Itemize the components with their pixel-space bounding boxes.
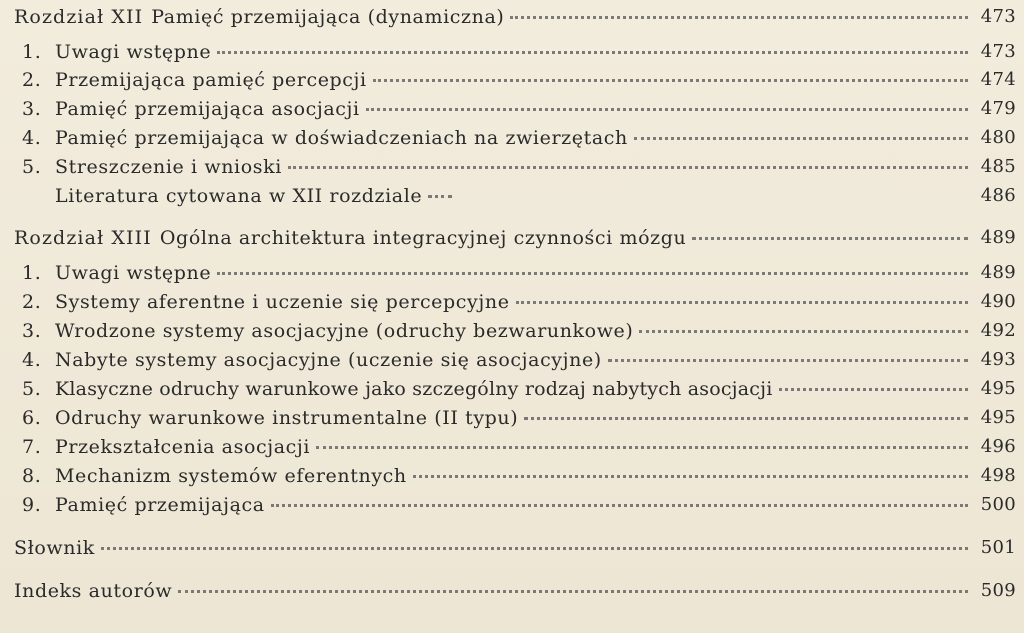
page-number: 496	[980, 436, 1016, 457]
dot-leader	[178, 590, 968, 593]
entry-number: 1.	[22, 262, 42, 284]
toc-entry[interactable]	[0, 262, 1024, 292]
entry-title: Klasyczne odruchy warunkowe jako szczególny rodzaj nabytych asocjacji	[55, 378, 773, 400]
toc-entry[interactable]	[0, 291, 1024, 321]
page-number: 493	[980, 349, 1016, 370]
entry-line	[22, 407, 978, 429]
toc-entry[interactable]	[0, 41, 1024, 71]
toc-entry-author-index[interactable]	[0, 580, 1024, 610]
entry-line	[22, 262, 978, 284]
entry-title: Nabyte systemy asocjacyjne (uczenie się asocjacyjne)	[55, 349, 602, 371]
chapter-label: Rozdział XIII	[14, 227, 152, 249]
entry-number: 2.	[22, 291, 42, 313]
entry-title: Streszczenie i wnioski	[55, 156, 282, 178]
entry-number: 5.	[22, 378, 42, 400]
entry-number: 4.	[22, 349, 42, 371]
dot-leader	[510, 16, 968, 19]
dot-leader	[639, 330, 968, 333]
entry-line	[22, 378, 978, 400]
toc-entry[interactable]	[0, 156, 1024, 186]
entry-title: Literatura cytowana w XII rozdziale	[55, 185, 423, 207]
entry-line	[22, 349, 978, 371]
chapter-heading-line	[14, 227, 978, 249]
page-number: 479	[980, 98, 1016, 119]
page-number: 474	[980, 69, 1016, 90]
entry-line	[22, 465, 978, 487]
entry-line	[22, 98, 978, 120]
chapter-title: Pamięć przemijająca (dynamiczna)	[151, 6, 505, 28]
dot-leader	[217, 51, 968, 54]
page-number: 489	[980, 262, 1016, 283]
page-number: 500	[980, 494, 1016, 515]
entry-line	[22, 41, 978, 63]
toc-entry-glossary[interactable]	[0, 537, 1024, 567]
entry-line	[22, 436, 978, 458]
toc-entry[interactable]	[0, 320, 1024, 350]
dot-leader	[373, 79, 968, 82]
dot-leader	[271, 504, 968, 507]
toc-entry[interactable]	[0, 185, 1024, 215]
page-number: 509	[980, 580, 1016, 601]
entry-title: Odruchy warunkowe instrumentalne (II typu)	[55, 407, 519, 429]
toc-entry[interactable]	[0, 407, 1024, 437]
dot-leader	[316, 446, 968, 449]
entry-line	[22, 320, 978, 342]
entry-title: Słownik	[14, 537, 95, 559]
dot-leader	[288, 166, 968, 169]
entry-title: Systemy aferentne i uczenie się percepcyjne	[55, 291, 510, 313]
page-number: 490	[980, 291, 1016, 312]
entry-line	[22, 185, 978, 207]
page-number: 486	[980, 185, 1016, 206]
toc-entry[interactable]	[0, 349, 1024, 379]
toc-entry[interactable]	[0, 98, 1024, 128]
dot-leader	[413, 475, 968, 478]
dot-leader	[692, 237, 968, 240]
toc-entry[interactable]	[0, 436, 1024, 466]
dot-leader	[524, 417, 968, 420]
dot-leader	[366, 108, 968, 111]
page-number: 501	[980, 537, 1016, 558]
toc-entry[interactable]	[0, 127, 1024, 157]
entry-line	[14, 537, 978, 559]
page-number: 498	[980, 465, 1016, 486]
entry-title: Przemijająca pamięć percepcji	[55, 69, 367, 91]
entry-number: 3.	[22, 320, 42, 342]
page-number: 473	[980, 41, 1016, 62]
entry-number: 6.	[22, 407, 42, 429]
entry-number: 1.	[22, 41, 42, 63]
entry-number: 8.	[22, 465, 42, 487]
page-number: 485	[980, 156, 1016, 177]
page-number: 492	[980, 320, 1016, 341]
chapter-title: Ogólna architektura integracyjnej czynności mózgu	[159, 227, 687, 249]
entry-number: 9.	[22, 494, 42, 516]
entry-number: 3.	[22, 98, 42, 120]
entry-line	[22, 156, 978, 178]
toc-entry[interactable]	[0, 378, 1024, 408]
entry-number: 4.	[22, 127, 42, 149]
toc-entry[interactable]	[0, 465, 1024, 495]
entry-number: 2.	[22, 69, 42, 91]
entry-line	[22, 69, 978, 91]
page-number: 489	[980, 227, 1016, 248]
chapter-heading-xiii[interactable]	[0, 227, 1024, 257]
dot-leader	[779, 388, 968, 391]
dot-leader	[634, 137, 968, 140]
entry-number: 7.	[22, 436, 42, 458]
entry-title: Pamięć przemijająca w doświadczeniach na zwierzętach	[55, 127, 628, 149]
entry-title: Przekształcenia asocjacji	[55, 436, 311, 458]
entry-title: Wrodzone systemy asocjacyjne (odruchy bezwarunkowe)	[55, 320, 634, 342]
entry-title: Uwagi wstępne	[55, 262, 212, 284]
page-number: 480	[980, 127, 1016, 148]
chapter-heading-xii[interactable]	[0, 6, 1024, 36]
entry-title: Pamięć przemijająca	[55, 494, 265, 516]
dot-leader	[608, 359, 968, 362]
dot-leader	[217, 272, 968, 275]
entry-title: Indeks autorów	[14, 580, 173, 602]
toc-entry[interactable]	[0, 494, 1024, 524]
entry-line	[22, 494, 978, 516]
entry-number: 5.	[22, 156, 42, 178]
toc-entry[interactable]	[0, 69, 1024, 99]
chapter-heading-line	[14, 6, 978, 28]
page-number: 495	[980, 378, 1016, 399]
entry-title: Mechanizm systemów eferentnych	[55, 465, 407, 487]
entry-line	[14, 580, 978, 602]
dot-leader	[428, 195, 452, 198]
entry-title: Pamięć przemijająca asocjacji	[55, 98, 360, 120]
entry-title: Uwagi wstępne	[55, 41, 212, 63]
page-number: 495	[980, 407, 1016, 428]
entry-line	[22, 291, 978, 313]
dot-leader	[101, 547, 968, 550]
chapter-label: Rozdział XII	[14, 6, 144, 28]
entry-line	[22, 127, 978, 149]
dot-leader	[516, 301, 968, 304]
page-number: 473	[980, 6, 1016, 27]
